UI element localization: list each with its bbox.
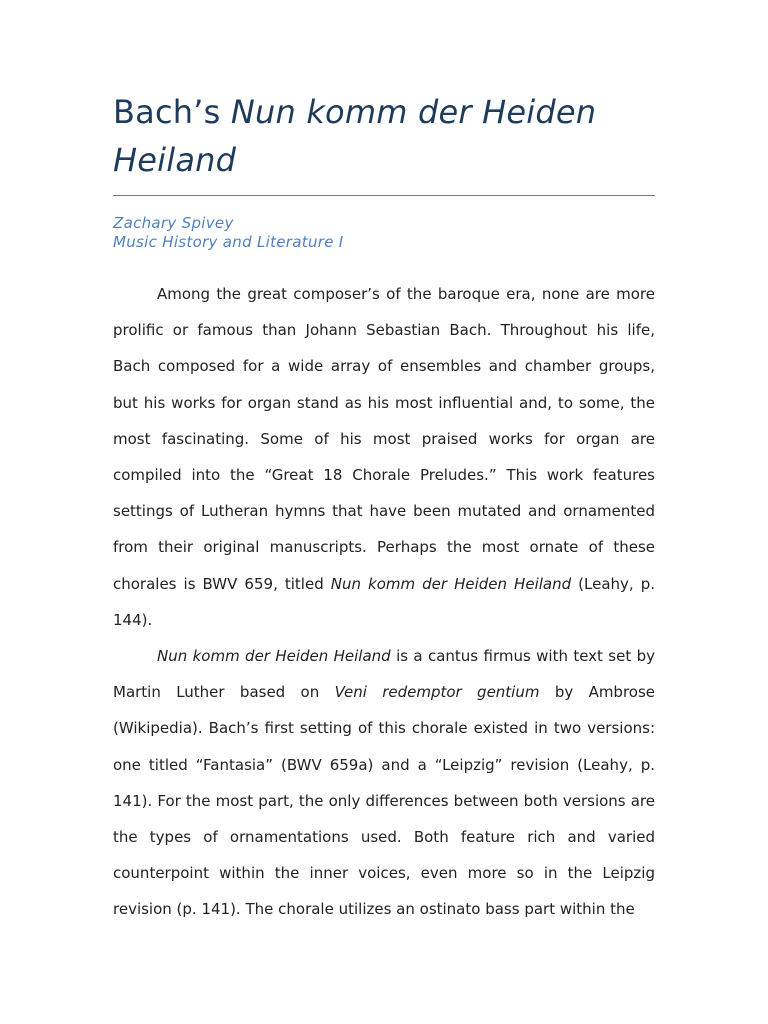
title-italic-line-2: Heiland <box>113 141 237 179</box>
paragraph-1-text-2: (Leahy, p. 144). <box>113 574 655 629</box>
paragraph-2 <box>113 638 655 928</box>
document-body <box>113 276 655 928</box>
paragraph-2-text-2: by Ambrose (Wikipedia). Bach’s first setting of this chorale existed in two versions: one titled “Fantasia” (BWV 659a) and a “Leipzig” revision (Leahy, p. 141). For the most part, the only differences between both versions are the types of ornamentations used. Both feature rich and varied counterpoint within the inner voices, even more so in the Leipzig revision (p. 141). The chorale utilizes an ostinato bass part within the <box>113 683 656 919</box>
paragraph-2-text-1: is a cantus firmus with text set by Martin Luther based on <box>113 647 655 702</box>
paragraph-1-italic-title: Nun komm der Heiden Heiland <box>330 574 572 593</box>
author-name: Zachary Spivey <box>113 214 234 232</box>
course-name: Music History and Literature I <box>113 233 344 251</box>
paragraph-1-text-1: Among the great composer’s of the baroque era, none are more prolific or famous than Johann Sebastian Bach. Throughout his life, Bach composed for a wide array of ensembles and chamber groups, but his works for organ stand as his most influential and, to some, the most fascinating. Some of his most praised works for organ are compiled into the “Great 18 Chorale Preludes.” This work features settings of Lutheran hymns that have been mutated and ornamented from their original manuscripts. Perhaps the most ornate of these chorales is BWV 659, titled <box>113 285 655 593</box>
document-title <box>113 88 655 184</box>
title-divider <box>113 195 655 196</box>
document-subtitle <box>113 214 655 252</box>
paragraph-2-italic-title: Nun komm der Heiden Heiland <box>157 647 391 666</box>
paragraph-2-italic-hymn: Veni redemptor gentium <box>334 683 540 702</box>
title-italic-line-1: Nun komm der Heiden <box>230 93 597 131</box>
title-plain: Bach’s <box>113 93 231 131</box>
document-page <box>113 88 655 928</box>
paragraph-1 <box>113 276 655 638</box>
